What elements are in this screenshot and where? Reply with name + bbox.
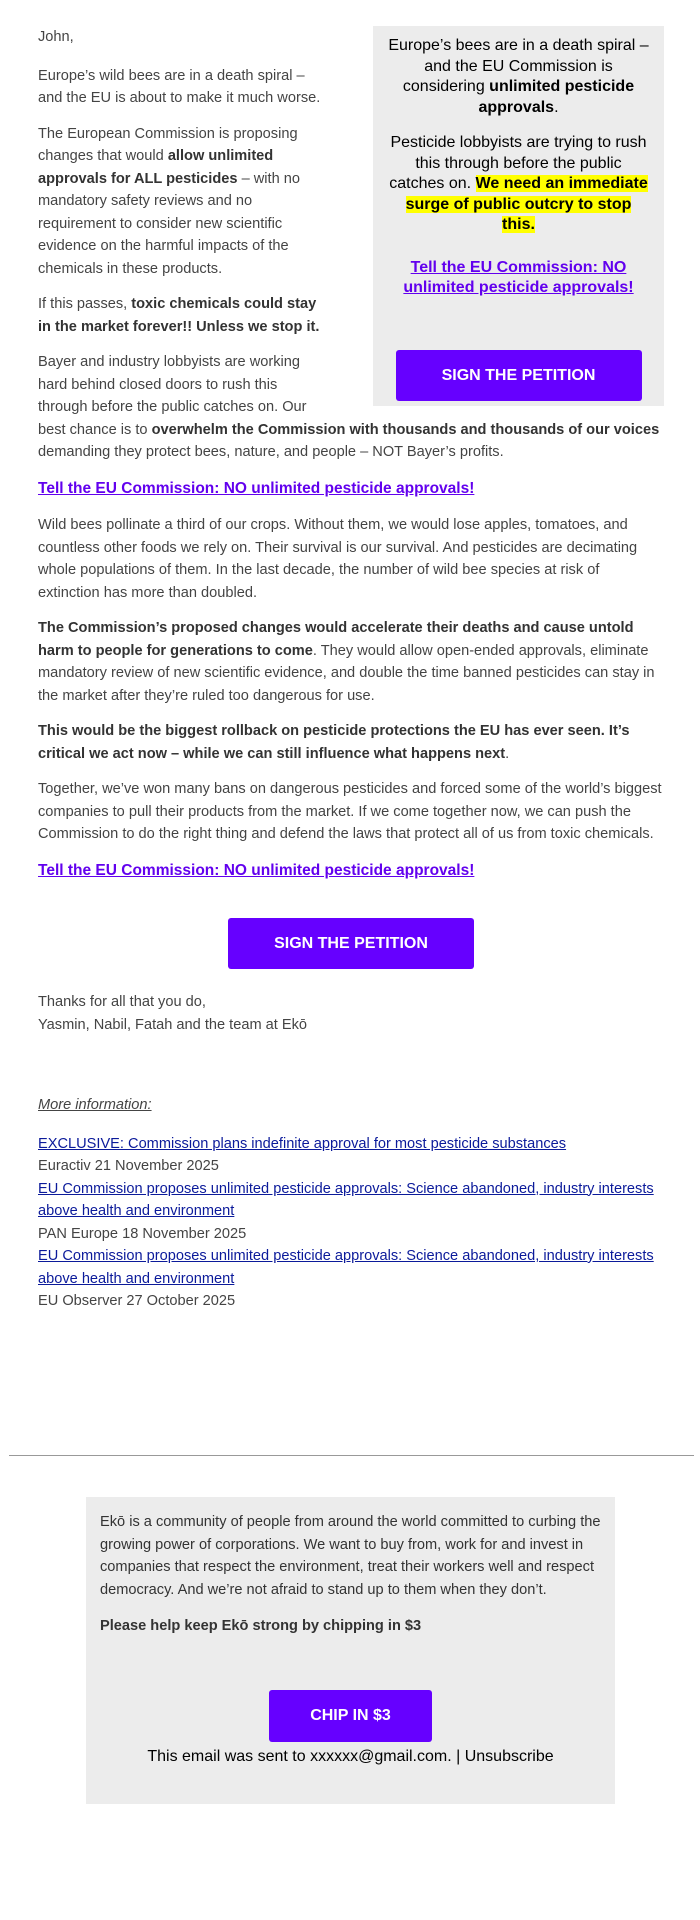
- text: The European Commission is proposing changes that would: [38, 125, 298, 164]
- text: – with no mandatory safety reviews and no requirement to consider new scientific evidence on the harmful impacts of the chemicals in these products.: [38, 170, 300, 277]
- text: . They would allow open-ended approvals, eliminate mandatory review of new scientific evidence, and double the time banned pesticides can stay in the market after they’re ruled too dangerous for use.: [38, 642, 655, 704]
- reference-list: [38, 1133, 664, 1313]
- sent-to-text: This email was sent to xxxxxx@gmail.com.: [147, 1747, 452, 1765]
- callout-box: [373, 26, 664, 406]
- paragraph: Together, we’ve won many bans on dangerous pesticides and forced some of the world’s biggest companies to pull their products from the market. If we come together now, we can push the Commission to do the right thing and defend the laws that protect all of us from toxic chemicals.: [38, 781, 662, 842]
- bold-text: allow unlimited approvals for ALL pesticides: [38, 148, 274, 187]
- bold-text: Please help keep Ekō strong by chipping in $3: [100, 1618, 422, 1634]
- highlighted-text: We need an immediate surge of public outcry to stop this.: [405, 175, 648, 233]
- reference-link[interactable]: EXCLUSIVE: Commission plans indefinite approval for most pesticide substances: [38, 1135, 567, 1152]
- text: Bayer and industry lobbyists are working hard behind closed doors to rush this through before the public catches on. Our best chance is to: [38, 354, 307, 438]
- chip-in-button[interactable]: CHIP IN $3: [269, 1690, 432, 1742]
- more-info-label: More information:: [38, 1097, 152, 1113]
- text: Pesticide lobbyists are trying to rush this through before the public catches on.: [389, 134, 647, 192]
- text: .: [505, 745, 510, 762]
- footer-box: [86, 1497, 615, 1804]
- reference-link[interactable]: EU Commission proposes unlimited pesticide approvals: Science abandoned, industry interests above health and environment: [38, 1248, 654, 1287]
- reference-source: Euractiv 21 November 2025: [38, 1158, 219, 1174]
- sign-petition-button[interactable]: SIGN THE PETITION: [228, 918, 474, 969]
- paragraph: [38, 720, 664, 765]
- separator: |: [451, 1747, 465, 1765]
- signoff: Yasmin, Nabil, Fatah and the team at Ekō: [38, 1016, 308, 1033]
- thanks-text: Thanks for all that you do,: [38, 994, 206, 1010]
- text: Europe’s bees are in a death spiral – and the EU Commission is considering: [388, 37, 649, 95]
- donation-ask: [100, 1615, 601, 1638]
- reference-source: EU Observer 27 October 2025: [38, 1293, 236, 1309]
- paragraph: Wild bees pollinate a third of our crops. Without them, we would lose apples, tomatoes, and countless other foods we rely on. Their survival is our survival. And pesticides are decimating whole populations of them. In the last decade, the number of wild bee species at risk of extinction has more than doubled.: [38, 517, 638, 601]
- callout-text-2: [387, 133, 650, 236]
- callout-petition-link[interactable]: Tell the EU Commission: NO unlimited pesticide approvals!: [403, 258, 634, 296]
- unsubscribe-link[interactable]: Unsubscribe: [464, 1747, 554, 1765]
- divider: [9, 1455, 694, 1456]
- about-text: Ekō is a community of people from around the world committed to curbing the growing power of corporations. We want to buy from, work for and invest in companies that respect the environment, treat their workers well and respect democracy. And we’re not afraid to stand up to them when they don’t.: [100, 1514, 601, 1598]
- button-row: [38, 896, 664, 991]
- paragraph: Europe’s wild bees are in a death spiral – and the EU is about to make it much worse.: [38, 67, 321, 106]
- petition-link[interactable]: Tell the EU Commission: NO unlimited pesticide approvals!: [38, 861, 475, 879]
- text: .: [554, 98, 559, 116]
- paragraph: [38, 617, 664, 707]
- greeting: John,: [38, 29, 74, 45]
- reference-source: PAN Europe 18 November 2025: [38, 1225, 247, 1242]
- bold-text: overwhelm the Commission with thousands and thousands of our voices: [151, 421, 660, 438]
- petition-link[interactable]: Tell the EU Commission: NO unlimited pesticide approvals!: [38, 479, 475, 497]
- bold-text: This would be the biggest rollback on pesticide protections the EU has ever seen. It’s critical we act now – while we can still influence what happens next: [38, 723, 630, 762]
- button-row: [100, 1652, 601, 1742]
- reference-link[interactable]: EU Commission proposes unlimited pesticide approvals: Science abandoned, industry interests above health and environment: [38, 1180, 654, 1219]
- bold-text: unlimited pesticide approvals: [478, 78, 635, 116]
- bold-text: toxic chemicals could stay in the market forever!! Unless we stop it.: [38, 296, 320, 335]
- text: demanding they protect bees, nature, and people – NOT Bayer’s profits.: [38, 444, 504, 460]
- sent-to-line: [100, 1746, 601, 1769]
- sign-petition-button[interactable]: SIGN THE PETITION: [396, 350, 642, 401]
- text: If this passes,: [38, 296, 132, 312]
- callout-text-1: [387, 36, 650, 118]
- bold-text: The Commission’s proposed changes would accelerate their deaths and cause untold harm to people for generations to come: [38, 620, 634, 659]
